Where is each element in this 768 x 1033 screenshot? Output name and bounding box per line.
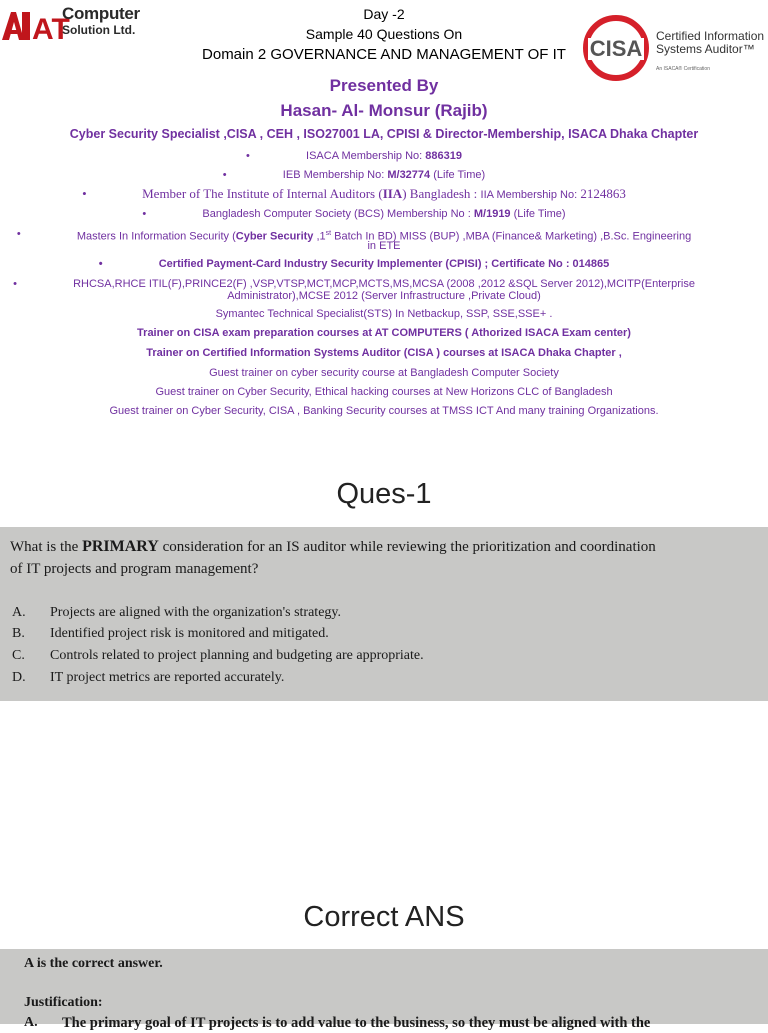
at-computer-logo — [2, 2, 152, 46]
question-title: Ques-1 — [336, 478, 432, 510]
cisa-mark-text: CISA — [589, 36, 643, 61]
day-label: Day -2 — [363, 6, 405, 22]
justification-text: The primary goal of IT projects is to add value to the business, so they must be aligned with the — [62, 1015, 651, 1031]
justification-letter: A. — [24, 1015, 38, 1030]
svg-text:AT: AT — [32, 13, 70, 46]
at-logo-name: Computer — [62, 4, 140, 23]
cisa-logo-line1: Certified Information — [656, 29, 765, 43]
at-logo-sub: Solution Ltd. — [62, 23, 136, 37]
option-text: Controls related to project planning and budgeting are appropriate. — [50, 648, 424, 663]
subtitle: Sample 40 Questions On — [305, 26, 463, 42]
symantec-specialist: Symantec Technical Specialist(STS) In Netbackup, SSP, SSE,SSE+ . — [215, 308, 553, 320]
at-logo-mark-icon — [2, 6, 70, 46]
rhcsa-certifications-line2: Administrator),MCSE 2012 (Server Infrastructure ,Private Cloud) — [227, 290, 541, 302]
presented-by: Presented By — [329, 76, 439, 95]
guest-trainer-new-horizons: Guest trainer on Cyber Security, Ethical hacking courses at New Horizons CLC of Bangladesh — [155, 386, 613, 398]
trainer-isaca-dhaka: Trainer on Certified Information Systems Auditor (CISA ) courses at ISACA Dhaka Chapter , — [146, 347, 622, 359]
rhcsa-certifications: • RHCSA,RHCE ITIL(F),PRINCE2(F) ,VSP,VTSP,MCT,MCP,MCTS,MS,MCSA (2008 ,2012 &SQL Server 2012),MCITP(Enterprise — [0, 278, 768, 290]
domain-title: Domain 2 GOVERNANCE AND MANAGEMENT OF IT — [202, 46, 566, 63]
ieb-membership: • IEB Membership No: M/32774 (Life Time) — [0, 169, 768, 181]
credentials-title: Cyber Security Specialist ,CISA , CEH , ISO27001 LA, CPISI & Director-Membership, ISACA Dhaka Chapter — [69, 127, 699, 141]
isaca-membership: • ISACA Membership No: 886319 — [0, 150, 768, 162]
option-text: IT project metrics are reported accurately. — [50, 670, 285, 685]
justification-label: Justification: — [24, 995, 103, 1010]
option-letter: D. — [12, 670, 26, 685]
answer-title: Correct ANS — [303, 901, 465, 933]
question-text: What is the PRIMARY consideration for an IS auditor while reviewing the prioritization and coordination — [10, 538, 656, 555]
cisa-logo-tagline: An ISACA® Certification — [656, 66, 710, 72]
masters-degree: • Masters In Information Security (Cyber Security ,1st Batch In BD) MISS (BUP) ,MBA (Finance& Marketing) ,B.Sc. Engineering — [0, 228, 768, 243]
trainer-at-computers: Trainer on CISA exam preparation courses at AT COMPUTERS ( Athorized ISACA Exam center) — [137, 327, 631, 339]
answer-scan — [0, 949, 768, 1031]
presenter-name: Hasan- Al- Monsur (Rajib) — [280, 101, 488, 120]
cpisi-certificate: • Certified Payment-Card Industry Security Implementer (CPISI) ; Certificate No : 014865 — [0, 258, 768, 270]
option-letter: A. — [12, 605, 26, 620]
cisa-logo-line2: Systems Auditor™ — [656, 42, 755, 56]
question-text-line2: of IT projects and program management? — [10, 561, 259, 577]
option-text: Identified project risk is monitored and mitigated. — [50, 626, 329, 641]
correct-answer: A is the correct answer. — [24, 956, 163, 971]
option-letter: C. — [12, 648, 25, 663]
bcs-membership: • Bangladesh Computer Society (BCS) Membership No : M/1919 (Life Time) — [0, 208, 768, 220]
masters-degree-line2: in ETE — [367, 240, 401, 252]
guest-trainer-tmss: Guest trainer on Cyber Security, CISA , Banking Security courses at TMSS ICT And many training Organizations. — [109, 405, 659, 417]
option-letter: B. — [12, 626, 25, 641]
iia-membership: • Member of The Institute of Internal Auditors (IIA) Bangladesh : IIA Membership No: 2124863 — [0, 186, 768, 202]
question-scan — [0, 527, 768, 701]
option-text: Projects are aligned with the organization's strategy. — [50, 605, 341, 620]
guest-trainer-bcs: Guest trainer on cyber security course at Bangladesh Computer Society — [209, 367, 559, 379]
